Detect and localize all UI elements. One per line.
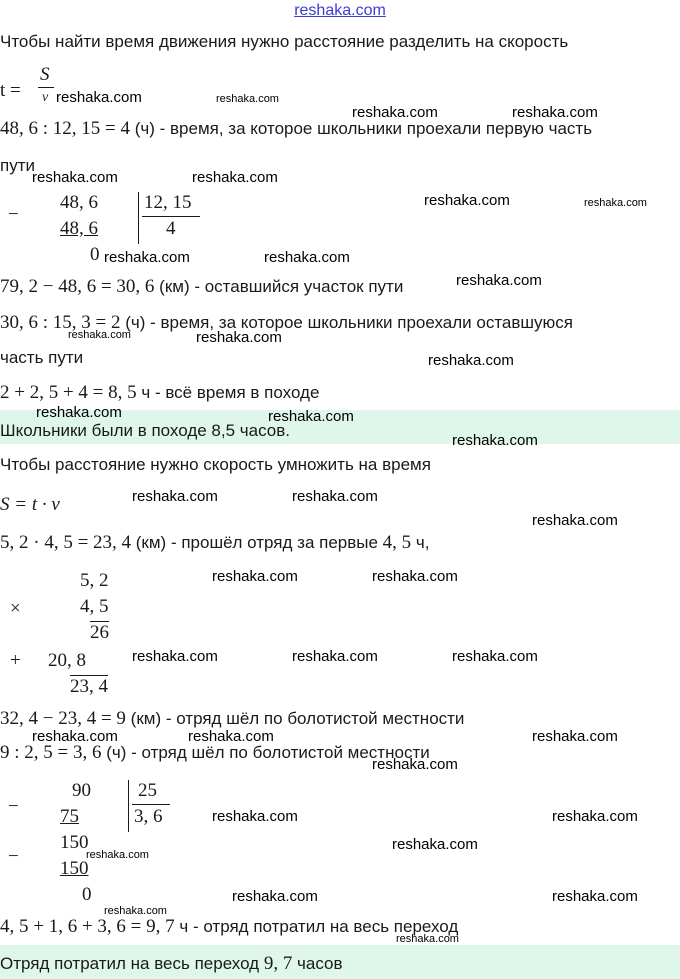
div1-divisor: 12, 15 <box>144 192 192 213</box>
answer1: Школьники были в походе 8,5 часов. <box>0 421 290 440</box>
mult-times: × <box>10 598 21 619</box>
watermark: reshaka.com <box>452 648 538 665</box>
watermark: reshaka.com <box>188 728 274 745</box>
p2-line2: 32, 4 − 23, 4 = 9 (км) - отряд шёл по болотистой местности <box>0 708 465 729</box>
div1-remainder: 0 <box>90 244 100 265</box>
div1-subtrahend: 48, 6 <box>60 218 98 239</box>
div2-s1: 75 <box>60 806 79 827</box>
p2-line1: 5, 2 · 4, 5 = 23, 4 (км) - прошёл отряд за первые 4, 5 ч, <box>0 532 430 553</box>
div2-divisor-line <box>132 804 170 805</box>
div2-s2: 150 <box>60 858 89 879</box>
div1-quotient: 4 <box>166 218 176 239</box>
p1-line1: 48, 6 : 12, 15 = 4 (ч) - время, за которое школьники проехали первую часть <box>0 118 593 139</box>
p1-line4: 2 + 2, 5 + 4 = 8, 5 ч - всё время в походе <box>0 382 320 403</box>
answer2: Отряд потратил на весь переход 9, 7 часов <box>0 953 343 974</box>
watermark: reshaka.com <box>212 808 298 825</box>
formula-s: S = t · v <box>0 494 60 515</box>
watermark: reshaka.com <box>264 249 350 266</box>
p1-line3: 30, 6 : 15, 3 = 2 (ч) - время, за которое школьники проехали оставшуюся <box>0 312 574 333</box>
watermark: reshaka.com <box>552 808 638 825</box>
mult-b: 4, 5 <box>80 596 109 617</box>
div2-minus2: − <box>8 846 19 867</box>
watermark: reshaka.com <box>352 104 438 121</box>
watermark: reshaka.com <box>104 249 190 266</box>
div2-divisor: 25 <box>138 780 157 801</box>
div2-bar <box>128 780 129 832</box>
mult-partial2: 20, 8 <box>48 650 86 671</box>
watermark: reshaka.com <box>372 756 458 773</box>
p2-line3: 9 : 2, 5 = 3, 6 (ч) - отряд шёл по болотистой местности <box>0 742 430 763</box>
part1-intro: Чтобы найти время движения нужно расстояние разделить на скорость <box>0 32 569 51</box>
mult-a: 5, 2 <box>80 570 109 591</box>
site-title-link[interactable]: reshaka.com <box>294 2 386 19</box>
watermark: reshaka.com <box>392 836 478 853</box>
div1-bar <box>138 192 139 244</box>
watermark: reshaka.com <box>86 849 149 861</box>
watermark: reshaka.com <box>552 888 638 905</box>
watermark: reshaka.com <box>532 512 618 529</box>
div1-divisor-line <box>142 216 200 217</box>
p1-line3-cont: часть пути <box>0 348 84 367</box>
div2-minus1: − <box>8 796 19 817</box>
watermark: reshaka.com <box>396 933 459 945</box>
div2-remainder: 0 <box>82 884 92 905</box>
div1-dividend: 48, 6 <box>60 192 98 213</box>
watermark: reshaka.com <box>32 169 118 186</box>
formula-numerator: S <box>40 64 50 85</box>
watermark: reshaka.com <box>268 408 354 425</box>
watermark: reshaka.com <box>36 404 122 421</box>
p1-line1-cont: пути <box>0 156 35 175</box>
p1-line2: 79, 2 − 48, 6 = 30, 6 (км) - оставшийся участок пути <box>0 276 404 297</box>
watermark: reshaka.com <box>32 728 118 745</box>
mult-partial1: 26 <box>90 622 109 643</box>
watermark: reshaka.com <box>192 169 278 186</box>
formula-fraction-bar <box>38 87 54 88</box>
div2-d2: 150 <box>60 832 89 853</box>
part2-intro: Чтобы расстояние нужно скорость умножить на время <box>0 455 431 474</box>
watermark: reshaka.com <box>512 104 598 121</box>
watermark: reshaka.com <box>132 488 218 505</box>
watermark: reshaka.com <box>56 89 142 106</box>
watermark: reshaka.com <box>232 888 318 905</box>
watermark: reshaka.com <box>584 197 647 209</box>
watermark: reshaka.com <box>68 329 131 341</box>
watermark: reshaka.com <box>132 648 218 665</box>
watermark: reshaka.com <box>532 728 618 745</box>
div2-d1: 90 <box>72 780 91 801</box>
p2-line4: 4, 5 + 1, 6 + 3, 6 = 9, 7 ч - отряд потратил на весь переход <box>0 916 459 937</box>
watermark: reshaka.com <box>424 192 510 209</box>
formula-t: t = <box>0 80 21 101</box>
watermark: reshaka.com <box>452 432 538 449</box>
watermark: reshaka.com <box>292 488 378 505</box>
div2-quotient: 3, 6 <box>134 806 163 827</box>
watermark: reshaka.com <box>456 272 542 289</box>
watermark: reshaka.com <box>216 93 279 105</box>
mult-result: 23, 4 <box>70 676 108 697</box>
div1-minus: − <box>8 204 19 225</box>
formula-denominator: v <box>42 90 49 105</box>
mult-plus: + <box>10 650 21 671</box>
watermark: reshaka.com <box>104 905 167 917</box>
watermark: reshaka.com <box>428 352 514 369</box>
watermark: reshaka.com <box>212 568 298 585</box>
watermark: reshaka.com <box>292 648 378 665</box>
watermark: reshaka.com <box>196 329 282 346</box>
watermark: reshaka.com <box>372 568 458 585</box>
